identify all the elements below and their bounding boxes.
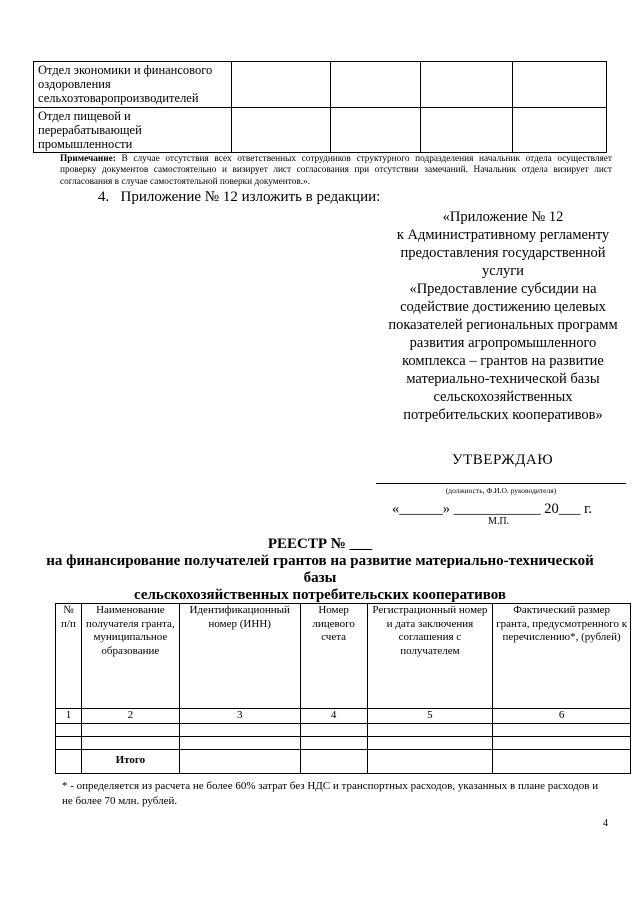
- empty-cell: [367, 736, 493, 749]
- empty-cell: [179, 723, 300, 736]
- item-4-text: 4. Приложение № 12 изложить в редакции:: [98, 189, 381, 205]
- total-row: [56, 749, 631, 773]
- register-title-line: РЕЕСТР № ___: [267, 536, 373, 552]
- empty-cell: [81, 736, 179, 749]
- stamp-label: М.П.: [488, 516, 510, 527]
- table-row: [34, 108, 607, 153]
- register-title-line: на финансирование получателей грантов на развитие материально-технической: [46, 553, 594, 569]
- col-header-inn: Идентификационный номер (ИНН): [179, 604, 300, 709]
- empty-cell: [231, 62, 330, 108]
- empty-cell: [81, 723, 179, 736]
- col-header-grant-amount: Фактический размер гранта, предусмотренного к перечислению*, (рублей): [493, 604, 631, 709]
- register-title-line: сельскохозяйственных потребительских кооперативов: [134, 587, 506, 603]
- appendix-line: показателей региональных программ: [388, 317, 618, 333]
- column-number: 2: [81, 709, 179, 724]
- position-caption: (должность, Ф.И.О. руководителя): [445, 486, 557, 495]
- column-number: 3: [179, 709, 300, 724]
- empty-cell: [493, 723, 631, 736]
- table-header-row: [56, 604, 631, 709]
- empty-cell: [300, 749, 367, 773]
- register-table: [55, 603, 631, 774]
- appendix-line: «Приложение № 12: [442, 209, 564, 225]
- appendix-line: потребительских кооперативов»: [403, 407, 603, 423]
- empty-cell: [367, 749, 493, 773]
- table-row: [56, 736, 631, 749]
- empty-cell: [513, 108, 607, 153]
- department-approval-table: [33, 61, 607, 153]
- appendix-line: услуги: [482, 263, 524, 279]
- column-number: 5: [367, 709, 493, 724]
- department-name: Отдел экономики и финансового оздоровления сельхозтоваропроизводителей: [34, 62, 232, 108]
- empty-cell: [330, 108, 421, 153]
- page-number: 4: [603, 818, 608, 829]
- appendix-line: комплекса – грантов на развитие: [402, 353, 604, 369]
- empty-cell: [231, 108, 330, 153]
- column-number: 1: [56, 709, 82, 724]
- appendix-line: сельскохозяйственных: [433, 389, 573, 405]
- empty-cell: [179, 736, 300, 749]
- col-header-number: № п/п: [56, 604, 82, 709]
- empty-cell: [300, 723, 367, 736]
- appendix-header: [378, 208, 628, 424]
- col-header-agreement: Регистрационный номер и дата заключения соглашения с получателем: [367, 604, 493, 709]
- empty-cell: [330, 62, 421, 108]
- empty-cell: [493, 749, 631, 773]
- column-number-row: [56, 709, 631, 724]
- signature-line: [376, 483, 626, 484]
- empty-cell: [513, 62, 607, 108]
- appendix-line: к Административному регламенту: [396, 227, 610, 243]
- appendix-line: материально-технической базы: [406, 371, 600, 387]
- note-paragraph: [60, 154, 612, 188]
- table-row: [56, 723, 631, 736]
- column-number: 6: [493, 709, 631, 724]
- col-header-recipient: Наименование получателя гранта, муниципальное образование: [81, 604, 179, 709]
- total-label: Итого: [81, 749, 179, 773]
- empty-cell: [56, 736, 82, 749]
- register-title: [0, 536, 640, 604]
- appendix-line: содействие достижению целевых: [400, 299, 606, 315]
- empty-cell: [367, 723, 493, 736]
- empty-cell: [421, 108, 513, 153]
- column-number: 4: [300, 709, 367, 724]
- note-heading: Примечание:: [60, 154, 116, 164]
- table-row: [34, 62, 607, 108]
- col-header-account: Номер лицевого счета: [300, 604, 367, 709]
- appendix-line: предоставления государственной: [400, 245, 606, 261]
- note-text: В случае отсутствия всех ответственных сотрудников структурного подразделения начальник отдела осуществляет проверку документов самостоятельно и визирует лист согласования при отсутствии замечаний. Начальник отдела визирует лист согласования в случае самостоятельной поверки документов.».: [60, 154, 612, 187]
- footnote: * - определяется из расчета не более 60% затрат без НДС и транспортных расходов, указанных в плане расходов и не более 70 млн. рублей.: [62, 780, 599, 807]
- empty-cell: [421, 62, 513, 108]
- empty-cell: [179, 749, 300, 773]
- empty-cell: [56, 723, 82, 736]
- approval-title: УТВЕРЖДАЮ: [452, 452, 554, 468]
- register-title-line: базы: [303, 570, 337, 586]
- empty-cell: [56, 749, 82, 773]
- appendix-line: «Предоставление субсидии на: [409, 281, 597, 297]
- appendix-line: развития агропромышленного: [409, 335, 597, 351]
- department-name: Отдел пищевой и перерабатывающей промышленности: [34, 108, 232, 153]
- empty-cell: [493, 736, 631, 749]
- empty-cell: [300, 736, 367, 749]
- approval-date-line: «______» ____________ 20___ г.: [392, 501, 593, 517]
